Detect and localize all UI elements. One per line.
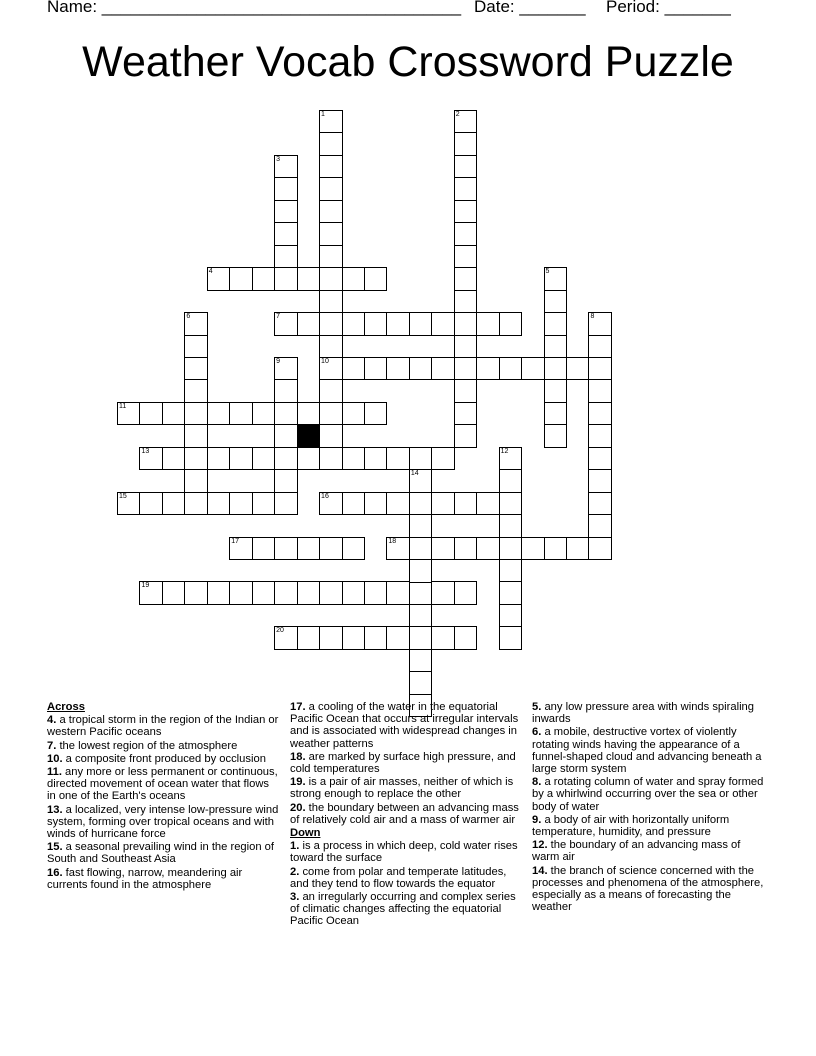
- clue-item: [290, 802, 526, 826]
- crossword-cell[interactable]: [342, 537, 366, 561]
- crossword-cell[interactable]: [274, 222, 298, 246]
- crossword-cell[interactable]: [544, 357, 568, 381]
- crossword-cell[interactable]: [342, 626, 366, 650]
- crossword-cell[interactable]: [252, 537, 276, 561]
- crossword-cell[interactable]: [162, 581, 186, 605]
- crossword-cell[interactable]: [184, 581, 208, 605]
- crossword-cell[interactable]: [499, 559, 523, 583]
- clue-column-2: [290, 701, 526, 929]
- clue-number: 2: [455, 111, 460, 118]
- crossword-cell[interactable]: [229, 267, 253, 291]
- clue-text: a seasonal prevailing wind in the region of South and Southeast Asia: [47, 841, 275, 866]
- crossword-cell[interactable]: [342, 402, 366, 426]
- crossword-cell[interactable]: [184, 447, 208, 471]
- clue-item: [47, 740, 279, 752]
- clue-item: [290, 701, 526, 750]
- crossword-cell[interactable]: [319, 177, 343, 201]
- crossword-cell[interactable]: [431, 447, 455, 471]
- clue-text: a localized, very intense low-pressure wind system, forming over tropical oceans and with winds of hurricane force: [47, 803, 279, 841]
- crossword-cell[interactable]: [319, 402, 343, 426]
- crossword-cell[interactable]: [409, 514, 433, 538]
- clue-item: [532, 776, 764, 813]
- crossword-cell[interactable]: [364, 626, 388, 650]
- name-field[interactable]: Name: ______________________________________: [47, 0, 462, 16]
- crossword-cell[interactable]: [162, 402, 186, 426]
- crossword-cell[interactable]: [386, 447, 410, 471]
- clue-item: [532, 865, 764, 914]
- crossword-cell[interactable]: [454, 155, 478, 179]
- clue-number: 6: [186, 313, 191, 321]
- crossword-cell[interactable]: [319, 200, 343, 224]
- crossword-cell[interactable]: [184, 469, 208, 493]
- crossword-cell[interactable]: [409, 312, 433, 336]
- clue-number: 10: [321, 357, 329, 365]
- clue-text: is a pair of air masses, neither of which is strong enough to replace the other: [290, 776, 514, 801]
- crossword-cell[interactable]: [319, 245, 343, 269]
- crossword-cell[interactable]: [544, 290, 568, 314]
- clue-item: [47, 766, 279, 803]
- crossword-cell[interactable]: [364, 312, 388, 336]
- crossword-cell[interactable]: [274, 492, 298, 516]
- crossword-cell[interactable]: [364, 357, 388, 381]
- crossword-cell[interactable]: [184, 335, 208, 359]
- clue-number: 15.: [47, 841, 63, 854]
- crossword-cell[interactable]: [319, 335, 343, 359]
- crossword-cell[interactable]: [499, 312, 523, 336]
- clue-number: 5.: [532, 701, 542, 713]
- clue-number: 3: [276, 155, 281, 163]
- clue-number: 1: [321, 111, 325, 118]
- clue-number: 17: [231, 537, 240, 545]
- clue-item: [532, 839, 764, 863]
- crossword-cell[interactable]: [274, 379, 298, 403]
- clue-text: a tropical storm in the region of the Indian or western Pacific oceans: [47, 714, 279, 739]
- crossword-cell[interactable]: [252, 402, 276, 426]
- crossword-cell[interactable]: [319, 537, 343, 561]
- crossword-cell[interactable]: [319, 626, 343, 650]
- crossword-cell[interactable]: [431, 581, 455, 605]
- clue-number: 1.: [290, 840, 300, 853]
- crossword-cell[interactable]: [274, 402, 298, 426]
- clue-number: 14.: [532, 864, 548, 877]
- clue-item: [532, 814, 764, 838]
- crossword-cell[interactable]: [162, 447, 186, 471]
- crossword-cell[interactable]: [297, 581, 321, 605]
- clue-number: 19: [141, 582, 150, 590]
- crossword-cell[interactable]: [431, 626, 455, 650]
- crossword-cell[interactable]: [297, 402, 321, 426]
- crossword-cell[interactable]: [588, 537, 612, 561]
- clue-text: the branch of science concerned with the processes and phenomena of the atmosphere, especially as a means of forecasting the weather: [532, 864, 764, 914]
- crossword-cell[interactable]: [454, 357, 478, 381]
- crossword-cell[interactable]: [342, 581, 366, 605]
- clue-number: 2.: [290, 865, 300, 878]
- crossword-cell[interactable]: [454, 424, 478, 448]
- clue-number: 19.: [290, 776, 306, 789]
- crossword-cell[interactable]: [117, 402, 141, 426]
- crossword-cell[interactable]: [207, 267, 231, 291]
- crossword-cell[interactable]: [454, 290, 478, 314]
- clue-number: 5: [545, 268, 550, 276]
- crossword-cell[interactable]: [386, 626, 410, 650]
- crossword-cell[interactable]: [319, 424, 343, 448]
- clue-item: [47, 804, 279, 841]
- clue-item: [47, 867, 279, 891]
- crossword-cell[interactable]: [274, 312, 298, 336]
- crossword-cell[interactable]: [499, 469, 523, 493]
- crossword-cell[interactable]: [544, 312, 568, 336]
- crossword-cell[interactable]: [229, 581, 253, 605]
- crossword-cell[interactable]: [499, 626, 523, 650]
- crossword-cell[interactable]: [431, 537, 455, 561]
- clue-item: [290, 840, 526, 864]
- crossword-cell[interactable]: [139, 581, 163, 605]
- crossword-cell[interactable]: [454, 626, 478, 650]
- crossword-cell[interactable]: [274, 155, 298, 179]
- clue-number: 6.: [532, 726, 542, 739]
- clue-number: 14: [410, 470, 419, 478]
- crossword-cell[interactable]: [342, 492, 366, 516]
- crossword-cell[interactable]: [454, 267, 478, 291]
- crossword-cell[interactable]: [207, 492, 231, 516]
- crossword-cell[interactable]: [342, 312, 366, 336]
- page-title: Weather Vocab Crossword Puzzle: [82, 38, 734, 86]
- clue-number: 18: [388, 537, 397, 545]
- crossword-cell[interactable]: [431, 312, 455, 336]
- crossword-cell[interactable]: [409, 626, 433, 650]
- crossword-cell[interactable]: [499, 357, 523, 381]
- crossword-cell[interactable]: [476, 492, 500, 516]
- crossword-cell[interactable]: [454, 110, 478, 134]
- clue-text: the lowest region of the atmosphere: [56, 739, 238, 752]
- crossword-cell[interactable]: [386, 492, 410, 516]
- crossword-cell[interactable]: [544, 267, 568, 291]
- crossword-cell[interactable]: [229, 402, 253, 426]
- clue-text: the boundary between an advancing mass of relatively cold air and a mass of warmer air: [290, 801, 519, 826]
- clue-item: [47, 753, 279, 765]
- crossword-cell[interactable]: [139, 447, 163, 471]
- crossword-cell[interactable]: [342, 447, 366, 471]
- crossword-cell[interactable]: [252, 492, 276, 516]
- clue-item: [532, 701, 764, 725]
- crossword-cell[interactable]: [454, 312, 478, 336]
- clue-item: [290, 776, 526, 800]
- date-field[interactable]: Date: _______: [474, 0, 586, 16]
- clue-number: 16.: [47, 866, 63, 879]
- crossword-cell[interactable]: [319, 155, 343, 179]
- crossword-cell[interactable]: [319, 110, 343, 134]
- clue-number: 13: [141, 447, 150, 455]
- crossword-cell[interactable]: [364, 402, 388, 426]
- crossword-cell[interactable]: [386, 312, 410, 336]
- crossword-cell[interactable]: [319, 492, 343, 516]
- clue-item: [290, 891, 526, 928]
- crossword-cell[interactable]: [364, 492, 388, 516]
- crossword-cell[interactable]: [544, 335, 568, 359]
- crossword-cell[interactable]: [499, 447, 523, 471]
- crossword-cell[interactable]: [297, 626, 321, 650]
- clue-item: [47, 714, 279, 738]
- crossword-cell[interactable]: [274, 357, 298, 381]
- crossword-cell[interactable]: [319, 312, 343, 336]
- down-heading: Down: [290, 827, 321, 840]
- crossword-cell[interactable]: [229, 492, 253, 516]
- clue-number: 3.: [290, 891, 300, 904]
- crossword-cell[interactable]: [454, 402, 478, 426]
- clue-item: [47, 841, 279, 865]
- clue-number: 9.: [532, 813, 542, 826]
- crossword-cell[interactable]: [431, 357, 455, 381]
- crossword-cell[interactable]: [274, 424, 298, 448]
- crossword-cell[interactable]: [207, 447, 231, 471]
- crossword-cell[interactable]: [229, 447, 253, 471]
- crossword-cell[interactable]: [139, 402, 163, 426]
- crossword-cell[interactable]: [544, 537, 568, 561]
- crossword-cell[interactable]: [588, 312, 612, 336]
- clue-item: [290, 866, 526, 890]
- clue-number: 11: [119, 402, 127, 410]
- clue-number: 15: [119, 492, 127, 500]
- crossword-cell[interactable]: [342, 267, 366, 291]
- crossword-cell[interactable]: [297, 537, 321, 561]
- crossword-cell[interactable]: [454, 581, 478, 605]
- crossword-cell[interactable]: [386, 537, 410, 561]
- crossword-cell[interactable]: [319, 581, 343, 605]
- clue-text: are marked by surface high pressure, and cold temperatures: [290, 750, 516, 776]
- crossword-cell[interactable]: [454, 379, 478, 403]
- period-field[interactable]: Period: _______: [606, 0, 731, 16]
- crossword-cell[interactable]: [139, 492, 163, 516]
- crossword-cell[interactable]: [409, 604, 433, 628]
- crossword-cell[interactable]: [499, 537, 523, 561]
- clue-text: a body of air with horizontally uniform temperature, humidity, and pressure: [532, 813, 730, 839]
- clue-text: is a process in which deep, cold water rises toward the surface: [290, 840, 518, 865]
- clue-number: 4.: [47, 714, 57, 727]
- crossword-cell[interactable]: [544, 379, 568, 403]
- clue-text: the boundary of an advancing mass of warm air: [532, 839, 741, 864]
- crossword-cell[interactable]: [252, 581, 276, 605]
- crossword-cell[interactable]: [454, 245, 478, 269]
- crossword-cell[interactable]: [319, 357, 343, 381]
- crossword-cell[interactable]: [229, 537, 253, 561]
- clue-number: 12.: [532, 839, 548, 852]
- clue-text: a cooling of the water in the equatorial Pacific Ocean that occurs at irregular intervals and is associated with widespread changes in weather patterns: [290, 701, 519, 750]
- crossword-cell[interactable]: [297, 312, 321, 336]
- crossword-cell[interactable]: [588, 492, 612, 516]
- clue-number: 10.: [47, 752, 63, 765]
- crossword-cell[interactable]: [476, 357, 500, 381]
- crossword-cell[interactable]: [274, 581, 298, 605]
- clue-number: 4: [208, 268, 213, 276]
- crossword-cell[interactable]: [544, 424, 568, 448]
- clue-number: 8.: [532, 776, 542, 789]
- crossword-cell[interactable]: [588, 335, 612, 359]
- clue-text: a composite front produced by occlusion: [62, 752, 266, 765]
- crossword-cell[interactable]: [274, 245, 298, 269]
- crossword-cell[interactable]: [409, 671, 433, 695]
- crossword-cell[interactable]: [499, 604, 523, 628]
- crossword-cell[interactable]: [386, 581, 410, 605]
- clue-item: [290, 751, 526, 775]
- crossword-cell[interactable]: [566, 537, 590, 561]
- crossword-cell[interactable]: [588, 514, 612, 538]
- crossword-cell[interactable]: [409, 649, 433, 673]
- crossword-cell[interactable]: [588, 469, 612, 493]
- clue-text: any low pressure area with winds spiraling inwards: [532, 701, 755, 726]
- crossword-cell[interactable]: [454, 132, 478, 156]
- crossword-cell[interactable]: [274, 626, 298, 650]
- clue-number: 7: [276, 313, 281, 321]
- crossword-cell[interactable]: [476, 312, 500, 336]
- clue-text: any more or less permanent or continuous, directed movement of ocean water that flows in one of the Earth's oceans: [47, 766, 278, 803]
- crossword-cell[interactable]: [476, 537, 500, 561]
- clue-number: 16: [321, 492, 329, 500]
- crossword-cell[interactable]: [386, 357, 410, 381]
- clue-number: 8: [590, 313, 595, 321]
- clue-number: 12: [500, 447, 509, 455]
- crossword-cell[interactable]: [274, 267, 298, 291]
- clue-text: a rotating column of water and spray formed by a whirlwind occurring over the sea or other body of water: [532, 776, 764, 813]
- crossword-cell[interactable]: [297, 447, 321, 471]
- crossword-cell[interactable]: [252, 267, 276, 291]
- crossword-cell[interactable]: [184, 492, 208, 516]
- crossword-cell[interactable]: [319, 267, 343, 291]
- crossword-cell[interactable]: [319, 132, 343, 156]
- clue-number: 13.: [47, 803, 63, 816]
- crossword-cell[interactable]: [454, 335, 478, 359]
- crossword-cell[interactable]: [521, 357, 545, 381]
- across-heading: Across: [47, 701, 85, 713]
- crossword-cell[interactable]: [409, 469, 433, 493]
- crossword-cell[interactable]: [184, 312, 208, 336]
- clue-number: 20.: [290, 801, 306, 814]
- clue-number: 18.: [290, 750, 306, 763]
- crossword-cell[interactable]: [588, 447, 612, 471]
- crossword-cell[interactable]: [409, 537, 433, 561]
- crossword-cell[interactable]: [297, 267, 321, 291]
- crossword-cell[interactable]: [274, 200, 298, 224]
- crossword-cell[interactable]: [364, 447, 388, 471]
- crossword-cell[interactable]: [207, 402, 231, 426]
- black-square: [297, 424, 321, 448]
- crossword-cell[interactable]: [252, 447, 276, 471]
- crossword-cell[interactable]: [521, 537, 545, 561]
- crossword-cell[interactable]: [319, 290, 343, 314]
- crossword-cell[interactable]: [454, 492, 478, 516]
- crossword-cell[interactable]: [117, 492, 141, 516]
- crossword-cell[interactable]: [184, 379, 208, 403]
- crossword-cell[interactable]: [454, 222, 478, 246]
- crossword-cell[interactable]: [319, 222, 343, 246]
- crossword-cell[interactable]: [274, 447, 298, 471]
- crossword-cell[interactable]: [274, 177, 298, 201]
- crossword-cell[interactable]: [588, 357, 612, 381]
- crossword-cell[interactable]: [454, 177, 478, 201]
- crossword-cell[interactable]: [409, 357, 433, 381]
- crossword-cell[interactable]: [319, 447, 343, 471]
- crossword-cell[interactable]: [566, 357, 590, 381]
- crossword-cell[interactable]: [162, 492, 186, 516]
- clue-text: a mobile, destructive vortex of violently rotating winds having the appearance of a funnel-shaped cloud and advancing beneath a large storm system: [532, 726, 762, 776]
- crossword-cell[interactable]: [499, 492, 523, 516]
- crossword-cell[interactable]: [274, 537, 298, 561]
- crossword-cell[interactable]: [454, 537, 478, 561]
- crossword-cell[interactable]: [364, 581, 388, 605]
- crossword-cell[interactable]: [454, 200, 478, 224]
- crossword-cell[interactable]: [409, 447, 433, 471]
- crossword-cell[interactable]: [499, 514, 523, 538]
- crossword-cell[interactable]: [431, 492, 455, 516]
- clue-column-3: [532, 701, 764, 914]
- clue-number: 11.: [47, 766, 62, 779]
- crossword-cell[interactable]: [499, 581, 523, 605]
- clue-text: come from polar and temperate latitudes, and they tend to flow towards the equator: [290, 865, 507, 890]
- clue-column-1: [47, 701, 279, 892]
- clue-text: an irregularly occurring and complex series of climatic changes affecting the equatorial Pacific Ocean: [290, 891, 516, 928]
- crossword-cell[interactable]: [588, 402, 612, 426]
- crossword-cell[interactable]: [184, 424, 208, 448]
- crossword-cell[interactable]: [409, 492, 433, 516]
- crossword-cell[interactable]: [207, 581, 231, 605]
- crossword-cell[interactable]: [544, 402, 568, 426]
- crossword-cell[interactable]: [409, 581, 433, 605]
- clue-number: 17.: [290, 701, 306, 713]
- crossword-cell[interactable]: [184, 357, 208, 381]
- crossword-cell[interactable]: [364, 267, 388, 291]
- crossword-cell[interactable]: [274, 469, 298, 493]
- crossword-cell[interactable]: [588, 379, 612, 403]
- crossword-cell[interactable]: [319, 379, 343, 403]
- clue-text: fast flowing, narrow, meandering air currents found in the atmosphere: [47, 866, 243, 891]
- crossword-cell[interactable]: [409, 559, 433, 583]
- crossword-cell[interactable]: [342, 357, 366, 381]
- clue-number: 7.: [47, 739, 57, 752]
- clue-number: 20: [276, 627, 284, 635]
- clue-number: 9: [276, 357, 281, 365]
- crossword-cell[interactable]: [184, 402, 208, 426]
- clue-item: [532, 726, 764, 775]
- crossword-cell[interactable]: [588, 424, 612, 448]
